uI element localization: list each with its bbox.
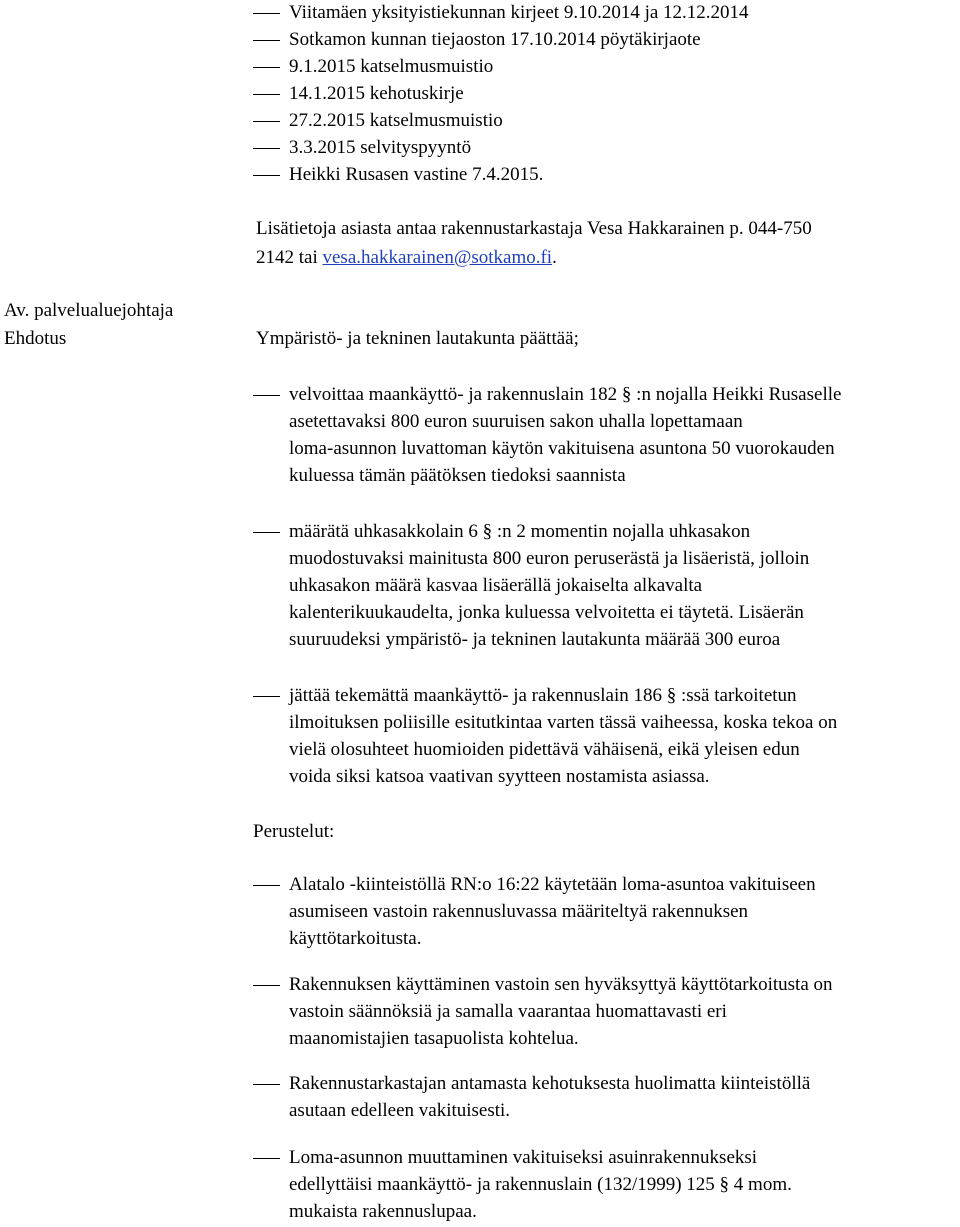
decision-intro: Ympäristö- ja tekninen lautakunta päättää; (256, 328, 579, 349)
decision-line: asetettavaksi 800 euron suuruisen sakon uhalla lopettamaan (289, 411, 743, 432)
attachment-item: Sotkamon kunnan tiejaoston 17.10.2014 pöytäkirjaote (289, 29, 701, 50)
presenter-role: Av. palvelualuejohtaja (4, 300, 174, 321)
decision-line: muodostuvaksi mainitusta 800 euron peruserästä ja lisäeristä, jolloin (289, 548, 810, 569)
reason-line: asutaan edelleen vakituisesti. (289, 1100, 511, 1121)
reasons-heading: Perustelut: (253, 821, 335, 842)
contact-line-2 (256, 247, 557, 269)
attachment-item: Heikki Rusasen vastine 7.4.2015. (289, 164, 544, 185)
proposal-label: Ehdotus (4, 328, 67, 349)
dash-bullet (253, 1084, 280, 1085)
attachment-item: 9.1.2015 katselmusmuistio (289, 56, 494, 77)
dash-bullet (253, 121, 280, 122)
dash-bullet (253, 175, 280, 176)
reason-line: Alatalo -kiinteistöllä RN:o 16:22 käytetään loma-asuntoa vakituiseen (289, 874, 816, 895)
reason-line: edellyttäisi maankäyttö- ja rakennuslain (132/1999) 125 § 4 mom. (289, 1174, 792, 1195)
decision-line: määrätä uhkasakkolain 6 § :n 2 momentin nojalla uhkasakon (289, 521, 751, 542)
dash-bullet (253, 13, 280, 14)
attachment-item: Viitamäen yksityistiekunnan kirjeet 9.10.2014 ja 12.12.2014 (289, 2, 749, 23)
reason-line: mukaista rakennuslupaa. (289, 1201, 477, 1222)
contact-suffix: . (552, 247, 557, 268)
reason-line: Rakennustarkastajan antamasta kehotuksesta huolimatta kiinteistöllä (289, 1073, 811, 1094)
email-link[interactable]: vesa.hakkarainen@sotkamo.fi (322, 247, 553, 268)
decision-line: voida siksi katsoa vaativan syytteen nostamista asiassa. (289, 766, 710, 787)
dash-bullet (253, 1158, 280, 1159)
attachment-item: 14.1.2015 kehotuskirje (289, 83, 464, 104)
dash-bullet (253, 395, 280, 396)
decision-line: kalenterikuukaudelta, jonka kuluessa velvoitetta ei täytetä. Lisäerän (289, 602, 804, 623)
decision-line: suuruudeksi ympäristö- ja tekninen lautakunta määrää 300 euroa (289, 629, 781, 650)
dash-bullet (253, 148, 280, 149)
decision-line: velvoittaa maankäyttö- ja rakennuslain 182 § :n nojalla Heikki Rusaselle (289, 384, 842, 405)
reason-line: maanomistajien tasapuolista kohtelua. (289, 1028, 579, 1049)
dash-bullet (253, 67, 280, 68)
reason-line: käyttötarkoitusta. (289, 928, 422, 949)
attachment-item: 27.2.2015 katselmusmuistio (289, 110, 503, 131)
dash-bullet (253, 94, 280, 95)
dash-bullet (253, 985, 280, 986)
contact-prefix: 2142 tai (256, 247, 323, 268)
reason-line: asumiseen vastoin rakennusluvassa määriteltyä rakennuksen (289, 901, 749, 922)
decision-line: vielä olosuhteet huomioiden pidettävä vähäisenä, eikä yleisen edun (289, 739, 800, 760)
decision-line: uhkasakon määrä kasvaa lisäerällä jokaiselta alkavalta (289, 575, 703, 596)
dash-bullet (253, 40, 280, 41)
dash-bullet (253, 696, 280, 697)
dash-bullet (253, 532, 280, 533)
decision-line: jättää tekemättä maankäyttö- ja rakennuslain 186 § :ssä tarkoitetun (289, 685, 797, 706)
reason-line: vastoin säännöksiä ja samalla vaarantaa huomattavasti eri (289, 1001, 727, 1022)
reason-line: Rakennuksen käyttäminen vastoin sen hyväksyttyä käyttötarkoitusta on (289, 974, 833, 995)
contact-line-1: Lisätietoja asiasta antaa rakennustarkastaja Vesa Hakkarainen p. 044-750 (256, 218, 812, 239)
decision-line: ilmoituksen poliisille esitutkintaa varten tässä vaiheessa, koska tekoa on (289, 712, 838, 733)
reason-line: Loma-asunnon muuttaminen vakituiseksi asuinrakennukseksi (289, 1147, 758, 1168)
decision-line: kuluessa tämän päätöksen tiedoksi saannista (289, 465, 626, 486)
dash-bullet (253, 885, 280, 886)
decision-line: loma-asunnon luvattoman käytön vakituisena asuntona 50 vuorokauden (289, 438, 835, 459)
attachment-item: 3.3.2015 selvityspyyntö (289, 137, 472, 158)
